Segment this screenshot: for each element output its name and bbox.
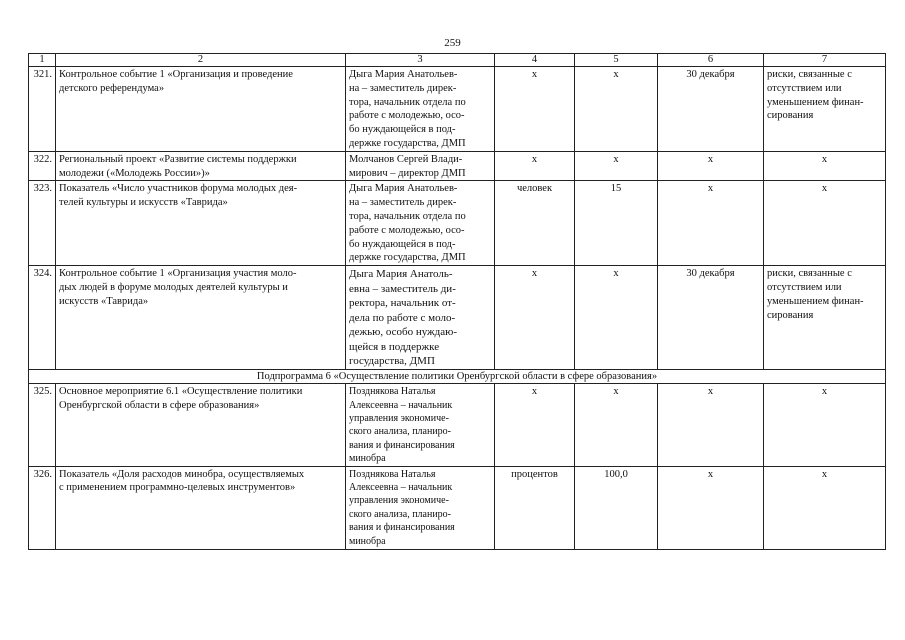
event-name: Региональный проект «Развитие системы поддержки молодежи («Молодежь России»)» [56,151,346,181]
section-title: Подпрограмма 6 «Осуществление политики Оренбургской области в сфере образования» [29,370,886,384]
responsible-person: Молчанов Сергей Влади- мирович – директор ДМП [346,151,495,181]
risks-cell: риски, связанные с отсутствием или уменьшением финан- сирования [764,67,886,152]
column-header: 2 [56,54,346,67]
column-header: 4 [495,54,575,67]
value-cell: x [575,384,658,466]
date-cell: x [658,181,764,266]
value-cell: x [575,151,658,181]
row-number: 321. [29,67,56,152]
risks-cell: x [764,466,886,549]
section-row [29,370,886,384]
unit-cell: процентов [495,466,575,549]
date-cell: x [658,384,764,466]
column-header: 6 [658,54,764,67]
value-cell: 15 [575,181,658,266]
value-cell: x [575,67,658,152]
row-number: 322. [29,151,56,181]
unit-cell: человек [495,181,575,266]
risks-cell: x [764,181,886,266]
event-name: Контрольное событие 1 «Организация и проведение детского референдума» [56,67,346,152]
unit-cell: x [495,151,575,181]
risks-cell: x [764,384,886,466]
row-number: 326. [29,466,56,549]
event-name: Основное мероприятие 6.1 «Осуществление политики Оренбургской области в сфере образования» [56,384,346,466]
event-name: Показатель «Доля расходов минобра, осуществляемых с применением программно-целевых инструментов» [56,466,346,549]
column-header: 5 [575,54,658,67]
table-row [29,466,886,549]
responsible-person: Позднякова Наталья Алексеевна – начальник управления экономиче- ского анализа, планиро- вания и финансирования минобра [346,384,495,466]
column-header: 1 [29,54,56,67]
row-number: 323. [29,181,56,266]
responsible-person: Дыга Мария Анатоль- евна – заместитель ди- ректора, начальник от- дела по работе с моло- дежью, особо нуждаю- щейся в поддержке государства, ДМП [346,266,495,370]
table-row [29,67,886,152]
risks-cell: x [764,151,886,181]
unit-cell: x [495,67,575,152]
table-row [29,384,886,466]
table-row [29,151,886,181]
date-cell: 30 декабря [658,266,764,370]
responsible-person: Дыга Мария Анатольев- на – заместитель дирек- тора, начальник отдела по работе с молодежью, осо- бо нуждающейся в под- держке государства, ДМП [346,67,495,152]
risks-cell: риски, связанные с отсутствием или уменьшением финан- сирования [764,266,886,370]
column-header: 7 [764,54,886,67]
table-row [29,266,886,370]
page-number: 259 [444,37,461,49]
row-number: 325. [29,384,56,466]
unit-cell: x [495,384,575,466]
responsible-person: Позднякова Наталья Алексеевна – начальник управления экономиче- ского анализа, планиро- вания и финансирования минобра [346,466,495,549]
value-cell: x [575,266,658,370]
date-cell: x [658,466,764,549]
responsible-person: Дыга Мария Анатольев- на – заместитель дирек- тора, начальник отдела по работе с молодежью, осо- бо нуждающейся в под- держке государства, ДМП [346,181,495,266]
event-name: Показатель «Число участников форума молодых дея- телей культуры и искусств «Таврида» [56,181,346,266]
unit-cell: x [495,266,575,370]
value-cell: 100,0 [575,466,658,549]
row-number: 324. [29,266,56,370]
table-row [29,181,886,266]
column-header: 3 [346,54,495,67]
date-cell: 30 декабря [658,67,764,152]
plan-table [28,53,886,550]
event-name: Контрольное событие 1 «Организация участия моло- дых людей в форуме молодых деятелей культуры и искусств «Таврида» [56,266,346,370]
table-header-row [29,54,886,67]
date-cell: x [658,151,764,181]
